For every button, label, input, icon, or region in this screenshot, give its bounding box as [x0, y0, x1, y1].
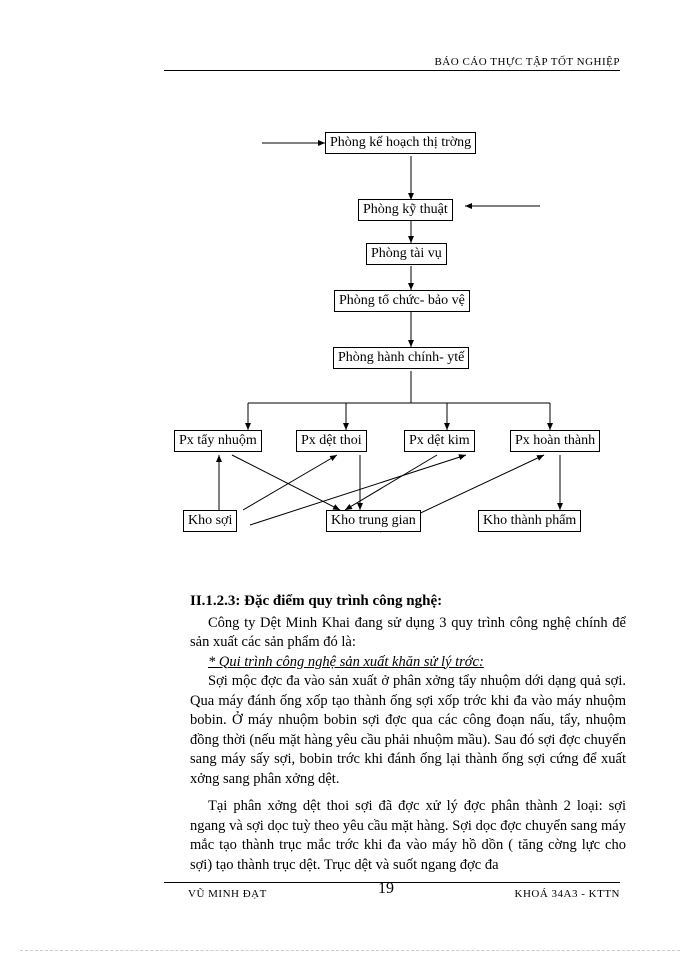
dept-box-finance: Phòng tài vụ: [366, 243, 447, 265]
dept-box-planning: Phòng kế hoạch thị trờng: [325, 132, 476, 154]
section-body: [190, 592, 626, 875]
warehouse-box-yarn: Kho sợi: [183, 510, 237, 532]
page-footer: [164, 882, 620, 912]
page-number: 19: [378, 880, 394, 897]
workshop-box-dyeing: Px tẩy nhuộm: [174, 430, 262, 452]
workshop-box-knit: Px dệt kim: [404, 430, 475, 452]
page-bottom-divider: [20, 950, 680, 951]
paragraph-dyeing: Sợi mộc đợc đa vào sản xuất ở phân xởng tẩy nhuộm dới dạng quả sợi. Qua máy đánh ống xốp tạo thành ống sợi xốp trớc khi đa vào máy nhuộm bobin. Ở máy nhuộm bobin sợi đợc qua các công đoạn nấu, tẩy, nhuộm đồng thời (nếu mặt hàng yêu cầu phải nhuộm mầu). Sau đó sợi đợc chuyển sang máy sấy sợi, bobin trớc khi đánh ống lại thành ống sợi cứng để xuất xởng sang phân xởng dệt.: [190, 673, 626, 787]
dept-box-technical: Phòng kỹ thuật: [358, 199, 453, 221]
paragraph-weaving: Tại phân xởng dệt thoi sợi đã đợc xử lý đợc phân thành 2 loại: sợi ngang và sợi dọc tuỳ theo yêu cầu mặt hàng. Sợi dọc đợc chuyển sang máy mắc tạo thành trục mắc trớc khi đa vào máy hồ dồn ( tăng cờng lực cho sợi) tạo thành trục dệt. Trục dệt và suốt ngang đợc đa: [190, 798, 626, 873]
header-title: BÁO CÁO THỰC TẬP TỐT NGHIỆP: [434, 56, 620, 68]
footer-author: VŨ MINH ĐẠT: [188, 888, 267, 900]
warehouse-box-finished: Kho thành phẩm: [478, 510, 581, 532]
workshop-box-woven: Px dệt thoi: [296, 430, 367, 452]
process-subheading: * Qui trình công nghệ sản xuất khăn sử lý trớc:: [208, 653, 484, 670]
workshop-box-finishing: Px hoàn thành: [510, 430, 600, 452]
dept-box-organization: Phòng tổ chức- bảo vệ: [334, 290, 470, 312]
footer-class: KHOÁ 34A3 - KTTN: [514, 888, 620, 900]
warehouse-box-intermediate: Kho trung gian: [326, 510, 421, 532]
section-title: II.1.2.3: Đặc điểm quy trình công nghệ:: [190, 593, 443, 609]
section-intro: Công ty Dệt Minh Khai đang sử dụng 3 quy trình công nghệ chính để sản xuất các sản phẩm đó là:: [190, 614, 626, 650]
dept-box-admin: Phòng hành chính- ytế: [333, 347, 469, 369]
